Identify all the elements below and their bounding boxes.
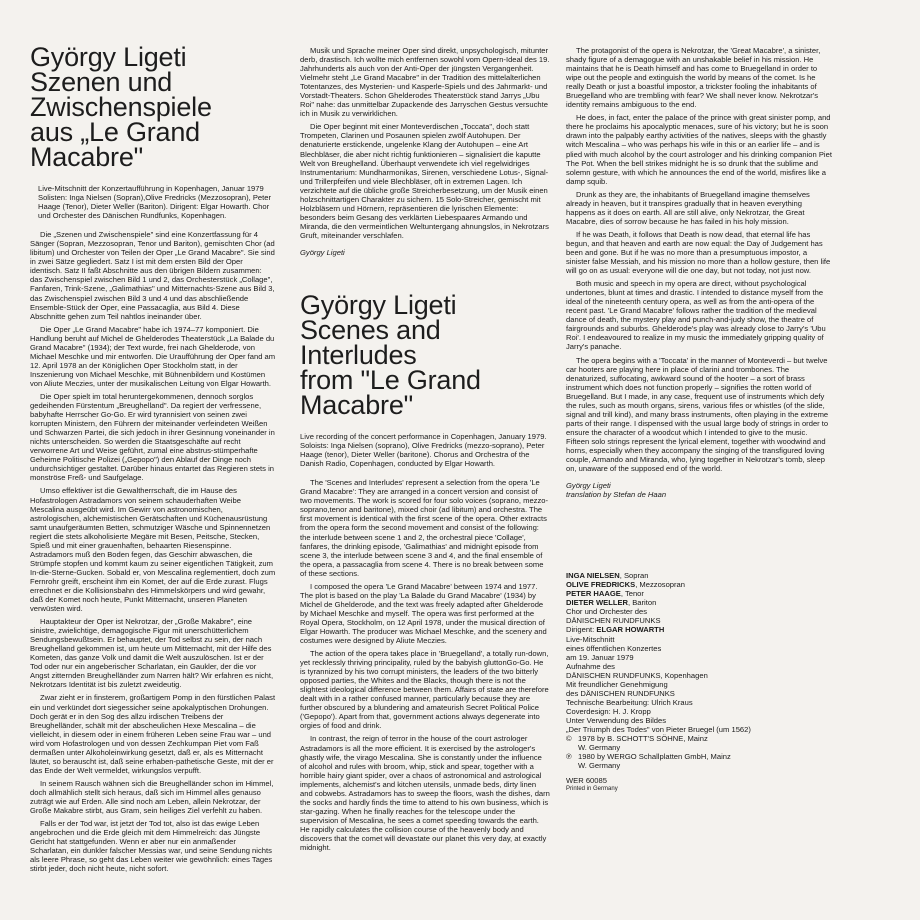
english-paragraph: The action of the opera takes place in 'Bruegelland', a totally run-down, yet recklessly thriving principality, ruled by the babyish gluttonGo-Go. He is tyrannized by his two corrupt ministers, the leaders of the two bitterly opposed parties, the Whites and the Blacks, though there is not the slightest ideological difference between them. Affairs of state are therefore dealt with in a rather confused manner, particularly because they are further obscured by a blundering and amateurish Secret Political Police ('Gepopo'). Apart from that, government actions always degenerate into orgies of food and drink. [300, 649, 549, 731]
english-paragraph: He does, in fact, enter the palace of the prince with great sinister pomp, and there he proclaims his apocalyptic menaces, sure of his victory; but he is soon drawn into the palpably earthy activities of the natives, sleeps with the ghastly witch Mescalina – who was perhaps his wife in this or an earlier life – and is plied with much alcohol by the court astrologer and his drinking companion Piet The Pot. When the bell strikes midnight he is so drunk that the sublime and solemn gesture, with which he announces the end of the world, misfires like a damp squib. [566, 113, 832, 186]
heading-composer: György Ligeti [30, 42, 187, 72]
english-intro: Live recording of the concert performance in Copenhagen, January 1979. Soloists: Inga Nielsen (soprano), Olive Fredricks (mezzo-soprano), Peter Haage (tenor), Dieter Weller (baritone). Chorus and Orchestra of the Danish Radio, Copenhagen, conducted by Elgar Howarth. [300, 432, 547, 469]
english-paragraph: The 'Scenes and Interludes' represent a selection from the opera 'Le Grand Macabre': They are arranged in a concert version and consist of two movements. The work is scored for four solo voices (soprano, mezzo-soprano,tenor and baritone), mixed choir (ad libitum) and orchestra. The first movement is identical with the first scene of the opera. Other extracts from the opera form the second movement and consist of the following: the interlude between scene 1 and 2, the orchestral piece 'Collage', fanfares, the drinking episode, 'Galimathias' and midnight episode from scene 3, the interlude between scene 3 and 4, and the final ensemble of the opera, a passacaglia from scene 4. There is no break between some of these sections. [300, 478, 549, 578]
phonogram-line: W. Germany [578, 761, 621, 771]
performer-line [566, 580, 832, 589]
ensemble-line: DÄNISCHEN RUNDFUNKS [566, 616, 661, 626]
german-paragraph: Umso effektiver ist die Gewaltherrschaft, die im Hause des Hofastrologen Astradamors von seinem schauderhaften Weibe Mescalina ausgeübt wird. Im Gewirr von astronomischen, astrologischen, alchemistischen Gerätschaften und Küchenausrüstung samt unaufgeräumten Betten, schmutziger Wäsche und Spinnennetzen regiert die stets alkoholisierte Megäre mit Besen, Peitsche, Stecken, Spieß und mit einer grauenhaften, behaarten Riesenspinne. Astradamors muß den Boden fegen, das Geschirr abwaschen, die Strümpfe stopfen und kommt kaum zu seiner eigentlichen Tätigkeit, zum In-die-Sterne-Gucken. Sobald er, von Mescalina reglementiert, doch zum Fernrohr greift, erscheint ihm ein Komet, der auf die Erde zurast. Flugs errechnet er die Kollisionsbahn des Himmelskörpers und wird gewahr, daß der Komet noch heute, Punkt Mitternacht, unseren Planeten verwüsten wird. [30, 486, 276, 614]
german-intro: Live-Mitschnitt der Konzertaufführung in Kopenhagen, Januar 1979 Solisten: Inga Nielsen (Sopran),Olive Fredricks (Mezzosopran), Peter Haage (Tenor), Dieter Weller (Bariton). Dirigent: Elgar Howarth. Chor und Orchester des Dänischen Rundfunks, Kopenhagen. [38, 184, 271, 221]
image-source-line: „Der Triumph des Todes" von Pieter Bruegel (um 1562) [566, 725, 751, 734]
performer-role: , Tenor [620, 589, 644, 599]
english-paragraph: If he was Death, it follows that Death is now dead, that eternal life has begun, and that heaven and earth are now equal: the Day of Judgement has been and gone. But if he was no more than a presumptuous impostor, a sinister false Messiah, and his mission no more than a hollow gesture, then life will go on as usual: everyone will die one day, but not today, not just now. [566, 229, 831, 276]
catalog-number: WER 60085 [566, 776, 607, 786]
heading-title-en: Scenes and Interludes [300, 315, 441, 371]
english-paragraph: In contrast, the reign of terror in the house of the court astrologer Astradamors is all the more efficient. It is exercised by the astrologer's ghastly wife, the virago Mescalina. She is constantly under the influence of alcohol and rules with broom, whip, stick and spear, together with a horrible hairy giant spider, over a chaos of astronomical and astrological implements, alchemist's and kitchen utensils, unmade beds, dirty linen and cobwebs. Astradamors has to sweep the floors, wash the dishes, darn the socks and hardly finds the time to attend to his own business, which is star-gazing. When he finally reaches for the telescope under the supervision of Mescalina, he sees a comet speeding towards the earth. He rapidly calculates the collision course of the heavenly body and discovers that the comet will devastate our planet this very day, at exactly midnight. [300, 734, 550, 853]
german-paragraph: Die Oper spielt im total heruntergekommenen, dennoch sorglos gedeihenden Fürstentum „Breughelland". Da regiert der verfressene, babyhafte Herrscher Go-Go. Er wird tyrannisiert von seinen zwei korrupten Ministern, den Führern der miteinander verfeindeten Weißen und Schwarzen Partei, die sich jedoch in ihrer Gesinnung voneinander in nichts unterscheiden. So werden die Staatsgeschäfte auf recht verworrene Art und Weise geführt, zumal eine abstrus-stümperhafte Geheime Politische Polizei („Gepopo") den Ablauf der Dinge noch undurchsichtiger gestaltet. Darüber hinaus entartet das Regieren stets in monströse Freß- und Saufgelage. [30, 391, 275, 483]
german-paragraph: Musik und Sprache meiner Oper sind direkt, unpsychologisch, mitunter derb, drastisch. Ich wollte mich entfernen sowohl vom Opern-Ideal des 19. Jahrhunderts als auch von der Anti-Oper der jüngsten Vergangenheit. Vielmehr steht „Le Grand Macabre" in der Tradition des mittelalterlichen Totentanzes, des Mysterien- und Kasperle-Spiels und des Jahrmarkt- und Vorstadt-Theaters. Schon Ghelderodes Theaterstück stand Jarrys „Ubu Roi" nahe: das unmittelbar Zupackende des Jarryschen Gestus versuchte ich in Musik zu verwirklichen. [300, 46, 550, 119]
german-paragraph: In seinem Rausch wähnen sich die Breughelländer schon im Himmel, doch allmählich stellt sich heraus, daß sich im Himmel alles genauso zuträgt wie auf Erden. Alle sind noch am Leben, allein Nekrotzar, der Große Makabre stirbt, aus Gram, sein heiliges Ziel verfehlt zu haben. [30, 778, 274, 816]
german-paragraph: Die Oper „Le Grand Macabre" habe ich 1974–77 komponiert. Die Handlung beruht auf Michel de Ghelderodes Theaterstück „La Balade du Grand Macabre" (1934); der Text wurde, frei nach Ghelderode, von Michael Meschke und mir entworfen. Die Uraufführung der Oper fand am 12. April 1978 an der Königlichen Oper Stockholm statt, in der Inszenierung von Michael Meschke, mit Bühnenbildern und Kostümen von Aliute Meczies, unter der musikalischen Leitung von Elgar Howarth. [30, 324, 276, 388]
english-paragraph: The opera begins with a 'Toccata' in the manner of Monteverdi – but twelve car hooters are playing here in place of clarini and trombones. The denaturized, suffocating, awkward sound of the hooter – a sort of brass instrument which does not function properly – signifies the rotten world of Bruegelland. But I made, in any case, frequent use of instruments which defy the rules, such as mouth organs, sirens, various fifes or whistles (of the slide, signal and trill kind), and many brass instruments, often playing in the extreme parts of their range. I dispensed with the usual large body of strings in order to ensure the character of a woodcut which I intended to give to the music. Fifteen solo strings represent the lyrical element, together with woodwind and horns, especially when they accompany the singing of the transfigured loving couple, Armando and Miranda, who, lying together in Nekrotzar's tomb, sleep on, unaware of the supposed end of the world. [566, 355, 829, 474]
german-column [30, 42, 276, 877]
english-paragraph: I composed the opera 'Le Grand Macabre' between 1974 and 1977. The plot is based on the play 'La Balade du Grand Macabre' (1934) by Michel de Ghelderode, and the text was freely adapted after Ghelderode by Michael Meschke and myself. The opera was first performed at the Royal Opera, Stockholm, on 12 April 1978, under the musical direction of Elgar Howarth. The producer was Michael Meschke, and the scenery and costumes were designed by Aliute Meczies. [300, 581, 547, 646]
phonogram-line [566, 752, 832, 761]
live-line: Live-Mitschnitt [566, 634, 615, 644]
german-paragraph: Hauptakteur der Oper ist Nekrotzar, der „Große Makabre", eine sinistre, zwielichtige, demagogische Figur mit unerschütterlichem Sendungsbewußtsein. Er behauptet, der Tod selbst zu sein, der nach Breughelland gekommen ist, um heute um Mitternacht, mit der Hilfe des Kometen, das ganze Volk und damit die Welt auszulöschen. Ist er der Tod oder nur ein angeberischer Scharlatan, ein Gaukler, der die vor Angst zitternden Breughelländer zum Narren hält? Wir erfahren es nicht, Nekrotzars Identität ist bis zuletzt zweideutig. [30, 617, 274, 690]
performer-role: , Mezzosopran [635, 580, 686, 590]
live-line: eines öffentlichen Konzertes [566, 643, 662, 653]
translation-credit: translation by Stefan de Haan [566, 490, 667, 500]
copyright-text: 1978 by B. SCHOTT'S SÖHNE, Mainz [578, 734, 708, 744]
performer-line [566, 589, 832, 598]
heading-subtitle-en: from "Le Grand Macabre" [300, 365, 481, 421]
performer-name: PETER HAAGE [566, 589, 621, 599]
permission-line: des DÄNISCHEN RUNDFUNKS [566, 688, 675, 698]
conductor-label: Dirigent: [566, 625, 597, 635]
performer-name: OLIVE FREDRICKS [566, 580, 636, 590]
heading-title-de: Szenen und Zwischenspiele [30, 67, 212, 122]
conductor-line [566, 625, 832, 634]
copyright-line [566, 734, 832, 743]
ensemble-line: Chor und Orchester des [566, 607, 648, 617]
english-signature [566, 481, 832, 499]
phonogram-icon: ℗ [566, 752, 572, 762]
copyright-icon: © [566, 734, 572, 744]
recording-line: Aufnahme des [566, 661, 615, 671]
live-line: am 19. Januar 1979 [566, 652, 634, 662]
credits-block [566, 571, 832, 794]
performer-line [566, 598, 832, 607]
german-signature: György Ligeti [300, 247, 345, 257]
conductor-name: ELGAR HOWARTH [596, 625, 665, 635]
heading-composer-en: György Ligeti [300, 290, 457, 321]
recording-line: DÄNISCHEN RUNDFUNKS, Kopenhagen [566, 670, 708, 680]
german-paragraph: Zwar zieht er in finsterem, großartigem Pomp in den fürstlichen Palast ein und verkündet dort siegessicher seine apokalyptischen Drohungen. Doch gerät er in den Sog des allzu irdischen Treibens der Breughelländer, schält mit der abscheulichen Hexe Mescalina – die vielleicht, in diesem oder in einem früheren Leben seine Frau war – und wird vom Hofastrologen und von dessen Zechkumpan Piet vom Faß dermaßen unter Alkoholeinwirkung gesetzt, daß er, als es Mitternacht läutet, so berauscht ist, daß seine erhaben-pathetische Geste, mit der er das Ende der Welt vermeldet, wirkungslos verpufft. [30, 693, 276, 775]
english-paragraph: Both music and speech in my opera are direct, without psychological undertones, blunt at times and drastic. I intended to distance myself from the ideal of the nineteenth century opera, as well as from the anti-opera of the recent past. 'Le Grand Macabre' follows rather the tradition of the medieval dance of death, the mystery play and punch-and-judy show, the theatre of fairgrounds and suburbs. Ghelderode's play was already close to Jarry's 'Ubu Roi'. I endeavoured to realize in my music the immediately gripping quality of Jarry's panache. [566, 279, 826, 352]
tech-line: Technische Bearbeitung: Ulrich Kraus [566, 697, 693, 707]
heading-subtitle-de: aus „Le Grand Macabre" [30, 117, 200, 172]
performer-role: , Sopran [619, 571, 649, 581]
right-column [566, 46, 832, 794]
printed-in: Printed in Germany [566, 786, 618, 793]
performer-name: INGA NIELSEN [566, 571, 620, 581]
copyright-line: W. Germany [578, 743, 621, 753]
performer-name: DIETER WELLER [566, 598, 629, 608]
image-source-line: Unter Verwendung des Bildes [566, 715, 667, 725]
english-paragraph: The protagonist of the opera is Nekrotzar, the 'Great Macabre', a sinister, shady figure of a demagogue with an unshakable belief in his mission. He maintains that he is Death himself and has come to Bruegelland in order to wipe out the people and extinguish the world by means of the comet. Is he really Death or just a boastful impostor, a trickster fooling the inhabitants of Bruegelland who are trembling with fear? We shall never know. Nekrotzar's identity remains ambiguous to the end. [566, 46, 821, 110]
german-paragraph: Die Oper beginnt mit einer Monteverdischen „Toccata", doch statt Trompeten, Clarinen und Posaunen spielen zwölf Autohupen. Der denaturierte erstickende, ungelenke Klang der Autohupen – eine Art Blechbläser, die aber nicht richtig funktionieren – signalisiert die kaputte Welt von Breughelland. Überhaupt verwendete ich viel regelwidriges Instrumentarium: Mundharmonikas, Sirenen, verschiedene Lotus-, Signal- und Trillerpfeifen und viele Blechbläser, oft in extremen Lagen. Ich verzichtete auf die übliche große Streicherbesetzung, um der Musik einen holzschnittartigen Charakter zu sichern. 15 Solo-Streicher, gemischt mit Holzbläsern und Hörnern, repräsentieren die lyrischen Elemente: besonders beim Gesang des verklärten Liebespaares Armando und Miranda, die den vermeintlichen Weltuntergang ahnungslos, in Nekrotzars Gruft, miteinander verschlafen. [300, 122, 549, 240]
performer-line [566, 571, 832, 580]
german-paragraph: Die „Szenen und Zwischenspiele" sind eine Konzertfassung für 4 Sänger (Sopran, Mezzosopran, Tenor und Bariton), gemischten Chor (ad libitum) und Orchester von Teilen der Oper „Le Grand Macabre". Sie sind in zwei Sätze gegliedert. Satz I ist mit dem ersten Bild der Oper identisch. Satz II faßt Abschnitte aus den übrigen Bildern zusammen: das Zwischenspiel zwischen Bild 1 und 2, das Orchesterstück „Collage", Fanfaren, Trink-Szene, „Galimathias" und Mitternachts-Szene aus Bild 3, das Zwischenspiel zwischen Bild 3 und 4 und das abschließende Ensemble-Stück der Oper, eine Passacaglia, aus Bild 4. Diese Abschnitte gehen zum Teil nahtlos ineinander über. [30, 230, 275, 321]
permission-line: Mit freundlicher Genehmigung [566, 679, 668, 689]
german-paragraph: Falls er der Tod war, ist jetzt der Tod tot, also ist das ewige Leben angebrochen und die Erde gleich mit dem Himmelreich: das Jüngste Gericht hat stattgefunden. Wenn er aber nur ein anmaßender Scharlatan, ein dunkler falscher Messias war, und seine Sendung nichts als leere Phrase, so geht das Leben weiter wie gewöhnlich: eines Tages stirbt jeder, doch nicht heute, nicht sofort. [30, 819, 273, 874]
cover-line: Coverdesign: H. J. Kropp [566, 706, 651, 716]
performer-role: , Bariton [628, 598, 657, 608]
phonogram-text: 1980 by WERGO Schallplatten GmbH, Mainz [578, 752, 731, 762]
english-heading [300, 290, 550, 421]
german-heading [30, 42, 276, 172]
middle-column [300, 46, 550, 856]
signature-name: György Ligeti [566, 481, 611, 491]
english-paragraph: Drunk as they are, the inhabitants of Bruegelland imagine themselves already in heaven, but it transpires gradually that in heaven everything happens as it does on earth. All are still alive, only Nekrotzar, the Great Macabre, dies of sorrow because he has failed in his holy mission. [566, 189, 810, 226]
